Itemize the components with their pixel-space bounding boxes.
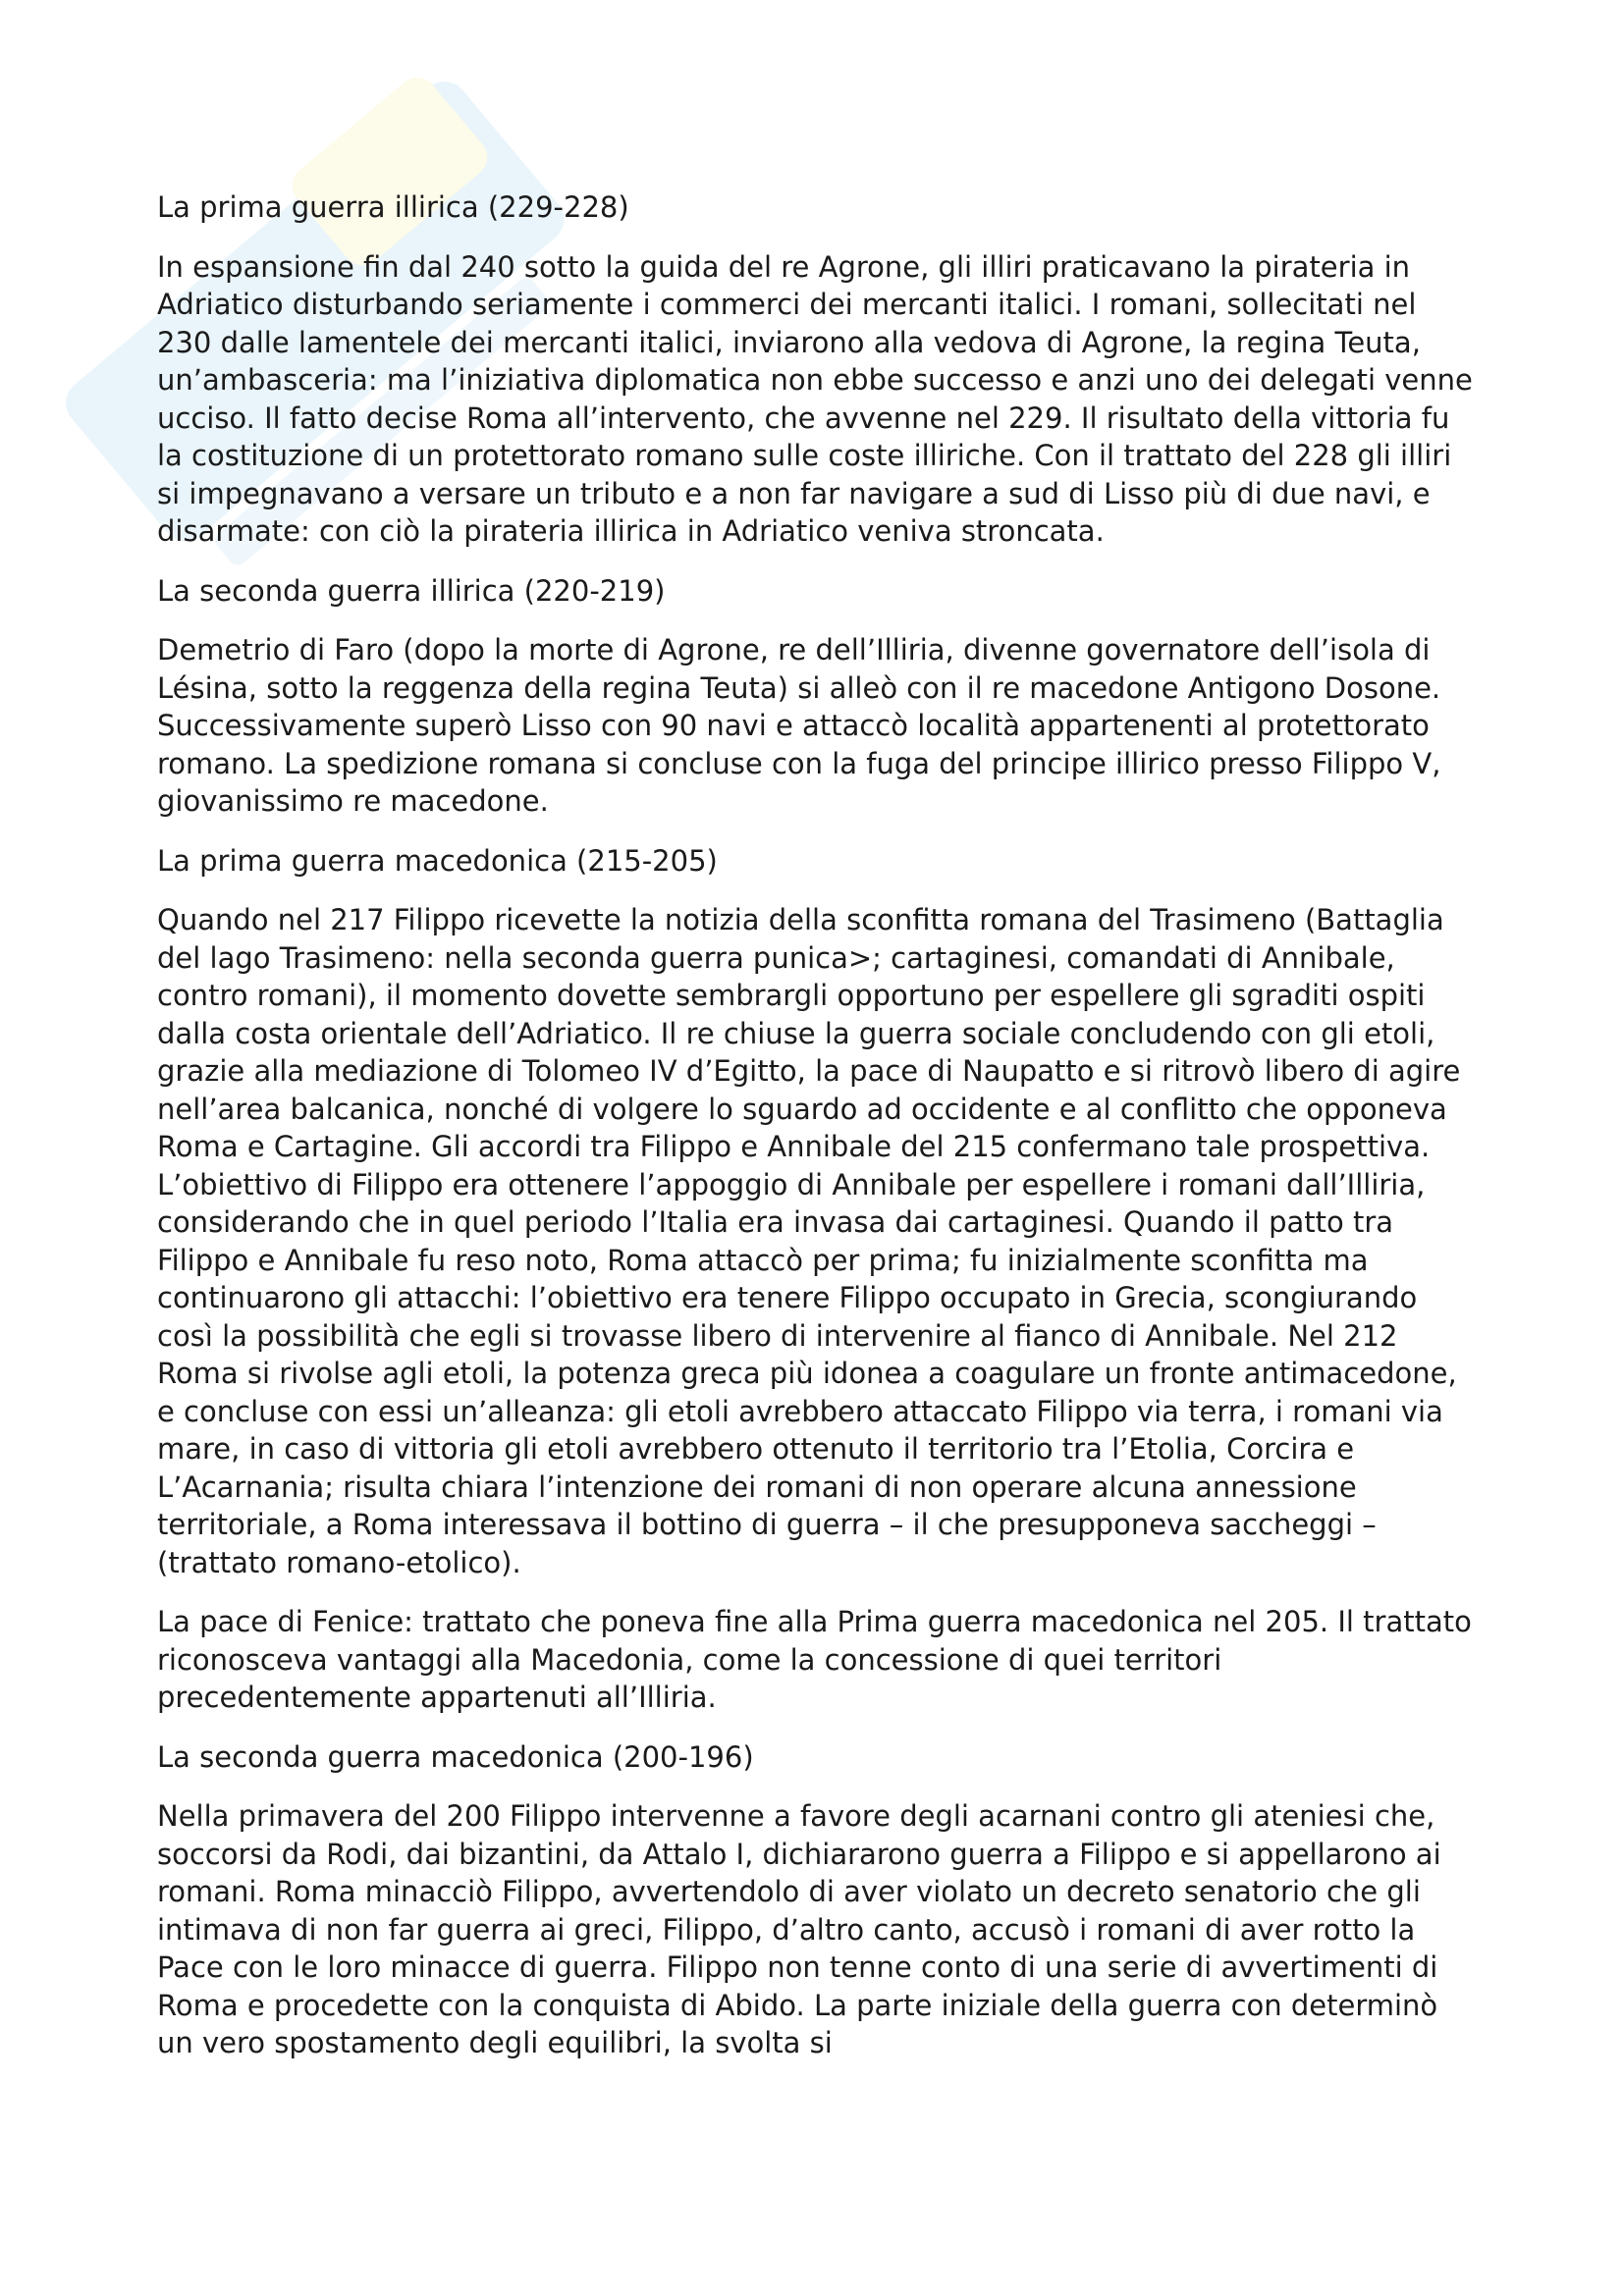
section-heading: La prima guerra illirica (229-228) [157, 190, 629, 224]
section-heading: La prima guerra macedonica (215-205) [157, 843, 718, 878]
paragraph: In espansione fin dal 240 sotto la guida del re Agrone, gli illiri praticavano la pirateria in Adriatico disturbando seriamente i commerci dei mercanti italici. I romani, sollecitati nel 230 dalle lamentele dei mercanti italici, inviarono alla vedova di Agrone, la regina Teuta, un’ambasceria: ma l’iniziativa diplomatica non ebbe successo e anzi uno dei delegati venne ucciso. Il fatto decise Roma all’intervento, che avvenne nel 229. Il risultato della vittoria fu la costituzione di un protettorato romano sulle coste illiriche. Con il trattato del 228 gli illiri si impegnavano a versare un tributo e a non far navigare a sud di Lisso più di due navi, e disarmate: con ciò la pirateria illirica in Adriatico veniva stroncata. [157, 249, 1473, 548]
document-page [157, 188, 1478, 2084]
section-heading: La seconda guerra illirica (220-219) [157, 573, 666, 608]
paragraph: La pace di Fenice: trattato che poneva fine alla Prima guerra macedonica nel 205. Il trattato riconosceva vantaggi alla Macedonia, come la concessione di quei territori precedentemente appartenuti all’Illiria. [157, 1605, 1472, 1714]
section-seconda-guerra-macedonica [157, 1738, 1478, 2062]
section-heading: La seconda guerra macedonica (200-196) [157, 1739, 754, 1774]
paragraph: Demetrio di Faro (dopo la morte di Agrone, re dell’Illiria, divenne governatore dell’isola di Lésina, sotto la reggenza della regina Teuta) si alleò con il re macedone Antigono Dosone. Successivamente superò Lisso con 90 navi e attaccò località appartenenti al protettorato romano. La spedizione romana si concluse con la fuga del principe illirico presso Filippo V, giovanissimo re macedone. [157, 633, 1441, 818]
section-prima-guerra-illirica [157, 188, 1478, 551]
section-prima-guerra-macedonica [157, 842, 1478, 1717]
paragraph: Quando nel 217 Filippo ricevette la notizia della sconfitta romana del Trasimeno (Battaglia del lago Trasimeno: nella seconda guerra punica>; cartaginesi, comandati di Annibale, contro romani), il momento dovette sembrargli opportuno per espellere gli sgraditi ospiti dalla costa orientale dell’Adriatico. Il re chiuse la guerra sociale concludendo con gli etoli, grazie alla mediazione di Tolomeo IV d’Egitto, la pace di Naupatto e si ritrovò libero di agire nell’area balcanica, nonché di volgere lo sguardo ad occidente e al conflitto che opponeva Roma e Cartagine. Gli accordi tra Filippo e Annibale del 215 confermano tale prospettiva. L’obiettivo di Filippo era ottenere l’appoggio di Annibale per espellere i romani dall’Illiria, considerando che in quel periodo l’Italia era invasa dai cartaginesi. Quando il patto tra Filippo e Annibale fu reso noto, Roma attaccò per prima; fu inizialmente sconfitta ma continuarono gli attacchi: l’obiettivo era tenere Filippo occupato in Grecia, scongiurando così la possibilità che egli si trovasse libero di intervenire al fianco di Annibale. Nel 212 Roma si rivolse agli etoli, la potenza greca più idonea a coagulare un fronte antimacedone, e concluse con essi un’alleanza: gli etoli avrebbero attaccato Filippo via terra, i romani via mare, in caso di vittoria gli etoli avrebbero ottenuto il territorio tra l’Etolia, Corcira e L’Acarnania; risulta chiara l’intenzione dei romani di non operare alcuna annessione territoriale, a Roma interessava il bottino di guerra – il che presupponeva saccheggi – (trattato romano-etolico). [157, 903, 1461, 1579]
paragraph: Nella primavera del 200 Filippo intervenne a favore degli acarnani contro gli ateniesi che, soccorsi da Rodi, dai bizantini, da Attalo I, dichiararono guerra a Filippo e si appellarono ai romani. Roma minacciò Filippo, avvertendolo di aver violato un decreto senatorio che gli intimava di non far guerra ai greci, Filippo, d’altro canto, accusò i romani di aver rotto la Pace con le loro minacce di guerra. Filippo non tenne conto di una serie di avvertimenti di Roma e procedette con la conquista di Abido. La parte iniziale della guerra con determinò un vero spostamento degli equilibri, la svolta si [157, 1799, 1441, 2059]
section-seconda-guerra-illirica [157, 572, 1478, 821]
